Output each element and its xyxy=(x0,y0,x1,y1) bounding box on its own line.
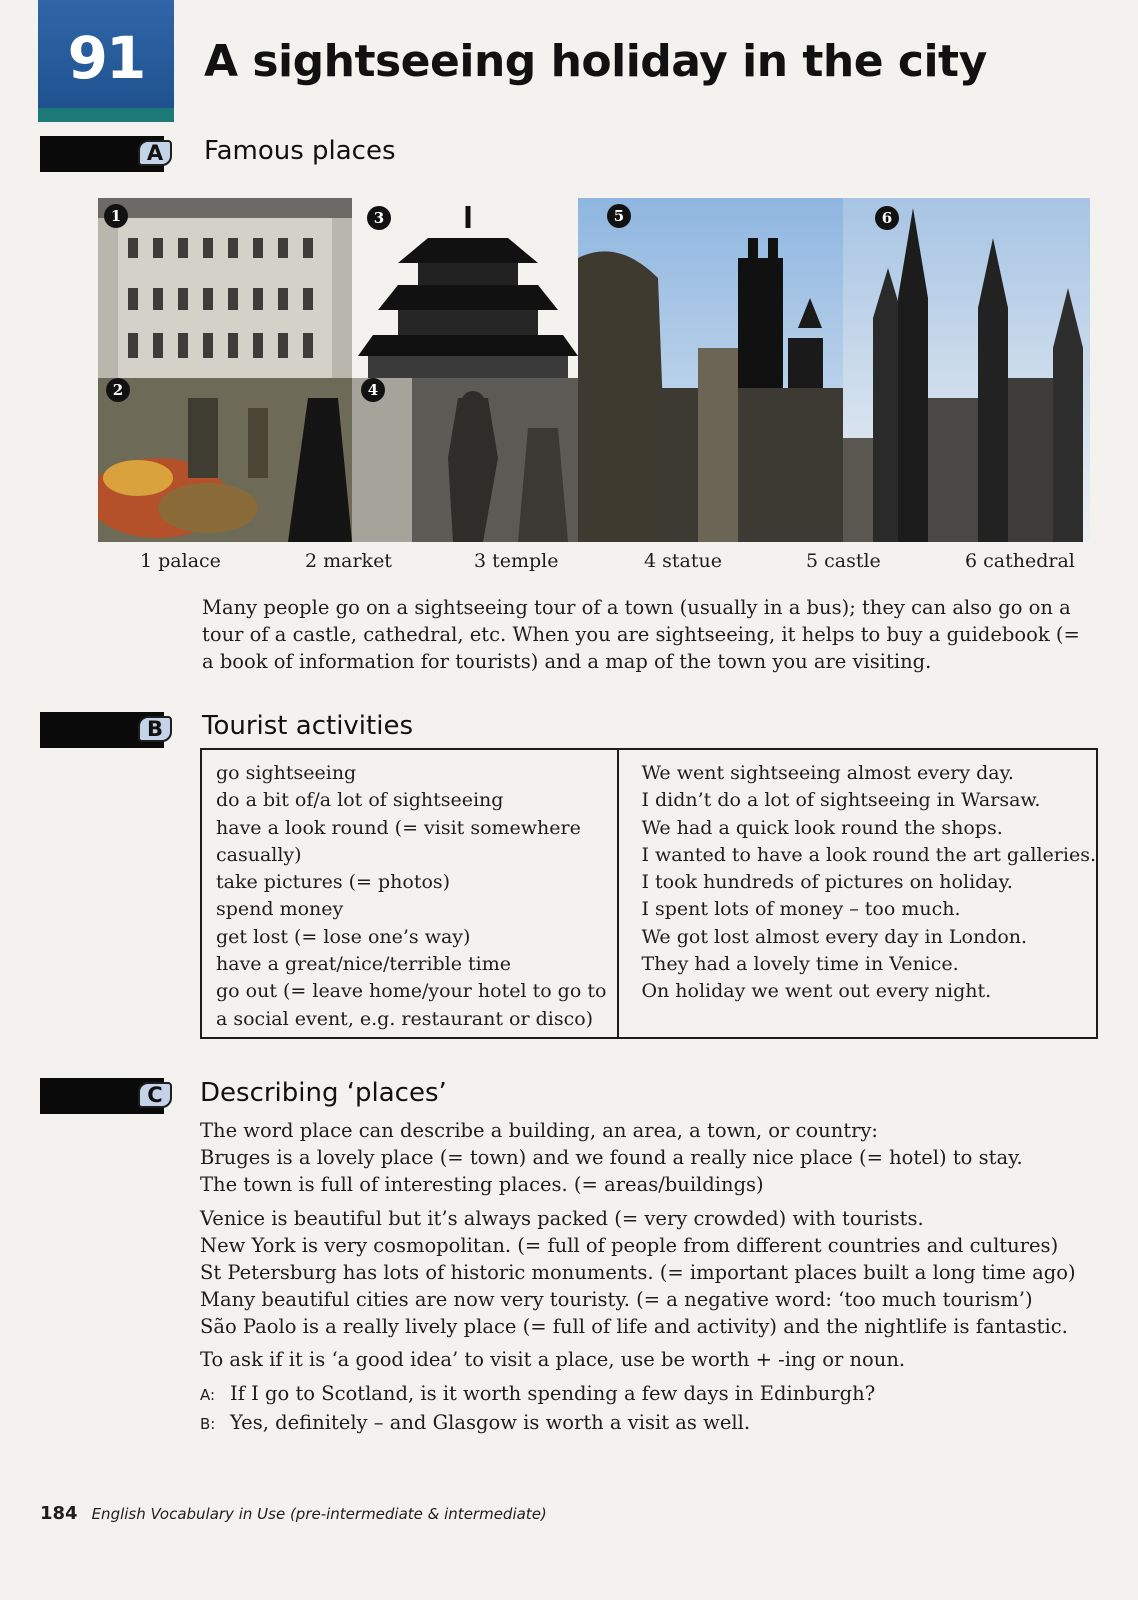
badge-stripe xyxy=(38,108,174,122)
activities-examples-column xyxy=(619,750,1096,1037)
section-b-letter: B xyxy=(138,716,172,742)
photo-number-4: 4 xyxy=(367,381,379,399)
market-photo xyxy=(98,378,352,542)
activities-phrases-column xyxy=(202,750,619,1037)
section-c-letter: C xyxy=(138,1082,172,1108)
unit-title: A sightseeing holiday in the city xyxy=(204,36,987,87)
phrase-line: get lost (= lose one’s way) xyxy=(216,925,471,948)
photo-captions xyxy=(98,550,1090,580)
page-number: 184 xyxy=(40,1503,78,1524)
phrase-line: spend money xyxy=(216,898,344,921)
caption-temple: 3 temple xyxy=(474,550,559,572)
photo-number-2: 2 xyxy=(112,381,124,399)
caption-cathedral: 6 cathedral xyxy=(965,550,1075,572)
photo-number-1: 1 xyxy=(110,207,122,225)
section-b-heading: Tourist activities xyxy=(202,711,413,741)
example-line: We had a quick look round the shops. xyxy=(641,816,1003,839)
cathedral-photo xyxy=(843,198,1090,542)
section-a-heading: Famous places xyxy=(204,136,396,166)
photo-number-3: 3 xyxy=(373,209,385,227)
phrase-line: have a look round (= visit somewhere xyxy=(216,816,581,839)
dialogue-block xyxy=(200,1380,875,1438)
text-line: São Paolo is a really lively place (= full of life and activity) and the nightlife is fantastic. xyxy=(200,1315,1068,1338)
book-title: English Vocabulary in Use (pre-intermediate & intermediate) xyxy=(91,1505,547,1523)
phrase-line: take pictures (= photos) xyxy=(216,871,451,894)
phrase-line: a social event, e.g. restaurant or disco) xyxy=(216,1007,594,1030)
text-line: St Petersburg has lots of historic monuments. (= important places built a long time ago) xyxy=(200,1261,1076,1284)
section-a-paragraph: Many people go on a sightseeing tour of a town (usually in a bus); they can also go on a tour of a castle, cathedral, etc. When you are sightseeing, it helps to buy a guidebook (= a book of information for tourists) and a map of the town you are visiting. xyxy=(202,596,1080,673)
dialogue-line-a xyxy=(200,1380,875,1409)
palace-photo xyxy=(98,198,352,378)
dialogue-line-b xyxy=(200,1409,875,1438)
text-line: Many beautiful cities are now very touristy. (= a negative word: ‘too much tourism’) xyxy=(200,1288,1033,1311)
caption-market: 2 market xyxy=(305,550,392,572)
castle-photo xyxy=(578,198,843,542)
example-line: We went sightseeing almost every day. xyxy=(641,762,1014,784)
dialogue-text: Yes, definitely – and Glasgow is worth a visit as well. xyxy=(230,1411,751,1434)
text-line: Bruges is a lovely place (= town) and we found a really nice place (= hotel) to stay. xyxy=(200,1146,1023,1169)
unit-number: 91 xyxy=(67,24,145,92)
phrase-line: do a bit of/a lot of sightseeing xyxy=(216,789,504,812)
caption-palace: 1 palace xyxy=(140,550,221,572)
text-line: New York is very cosmopolitan. (= full of people from different countries and cultures) xyxy=(200,1234,1059,1257)
text-line: The word place can describe a building, an area, a town, or country: xyxy=(200,1119,878,1142)
place-definition-block xyxy=(200,1117,1023,1198)
section-c-heading: Describing ‘places’ xyxy=(200,1078,447,1108)
tourist-activities-table xyxy=(200,748,1098,1039)
example-line: I wanted to have a look round the art galleries. xyxy=(641,843,1096,866)
page-footer xyxy=(40,1503,547,1524)
worth-intro xyxy=(200,1346,905,1373)
example-line: They had a lovely time in Venice. xyxy=(641,953,959,976)
caption-castle: 5 castle xyxy=(806,550,881,572)
dialogue-text: If I go to Scotland, is it worth spending a few days in Edinburgh? xyxy=(230,1382,876,1405)
photo-number-6: 6 xyxy=(881,209,893,227)
caption-statue: 4 statue xyxy=(644,550,722,572)
speaker-label: B: xyxy=(200,1415,216,1433)
phrase-line: go sightseeing xyxy=(216,762,357,784)
speaker-label: A: xyxy=(200,1386,216,1404)
phrase-line: casually) xyxy=(216,843,302,866)
unit-number-badge xyxy=(38,0,174,122)
photo-number-5: 5 xyxy=(613,207,625,225)
place-adjectives-block xyxy=(200,1205,1076,1340)
example-line: We got lost almost every day in London. xyxy=(641,925,1028,948)
famous-places-photos xyxy=(98,198,1090,542)
text-line: The town is full of interesting places. (= areas/buildings) xyxy=(200,1173,764,1196)
statue-photo xyxy=(352,378,578,542)
example-line: On holiday we went out every night. xyxy=(641,980,992,1003)
example-line: I didn’t do a lot of sightseeing in Warsaw. xyxy=(641,789,1041,812)
text-line: Venice is beautiful but it’s always packed (= very crowded) with tourists. xyxy=(200,1207,924,1230)
example-line: I spent lots of money – too much. xyxy=(641,898,961,921)
phrase-line: have a great/nice/terrible time xyxy=(216,953,512,976)
phrase-line: go out (= leave home/your hotel to go to xyxy=(216,980,607,1003)
text-line: To ask if it is ‘a good idea’ to visit a place, use be worth + -ing or noun. xyxy=(200,1348,906,1371)
section-a-letter: A xyxy=(138,140,172,166)
example-line: I took hundreds of pictures on holiday. xyxy=(641,871,1013,894)
